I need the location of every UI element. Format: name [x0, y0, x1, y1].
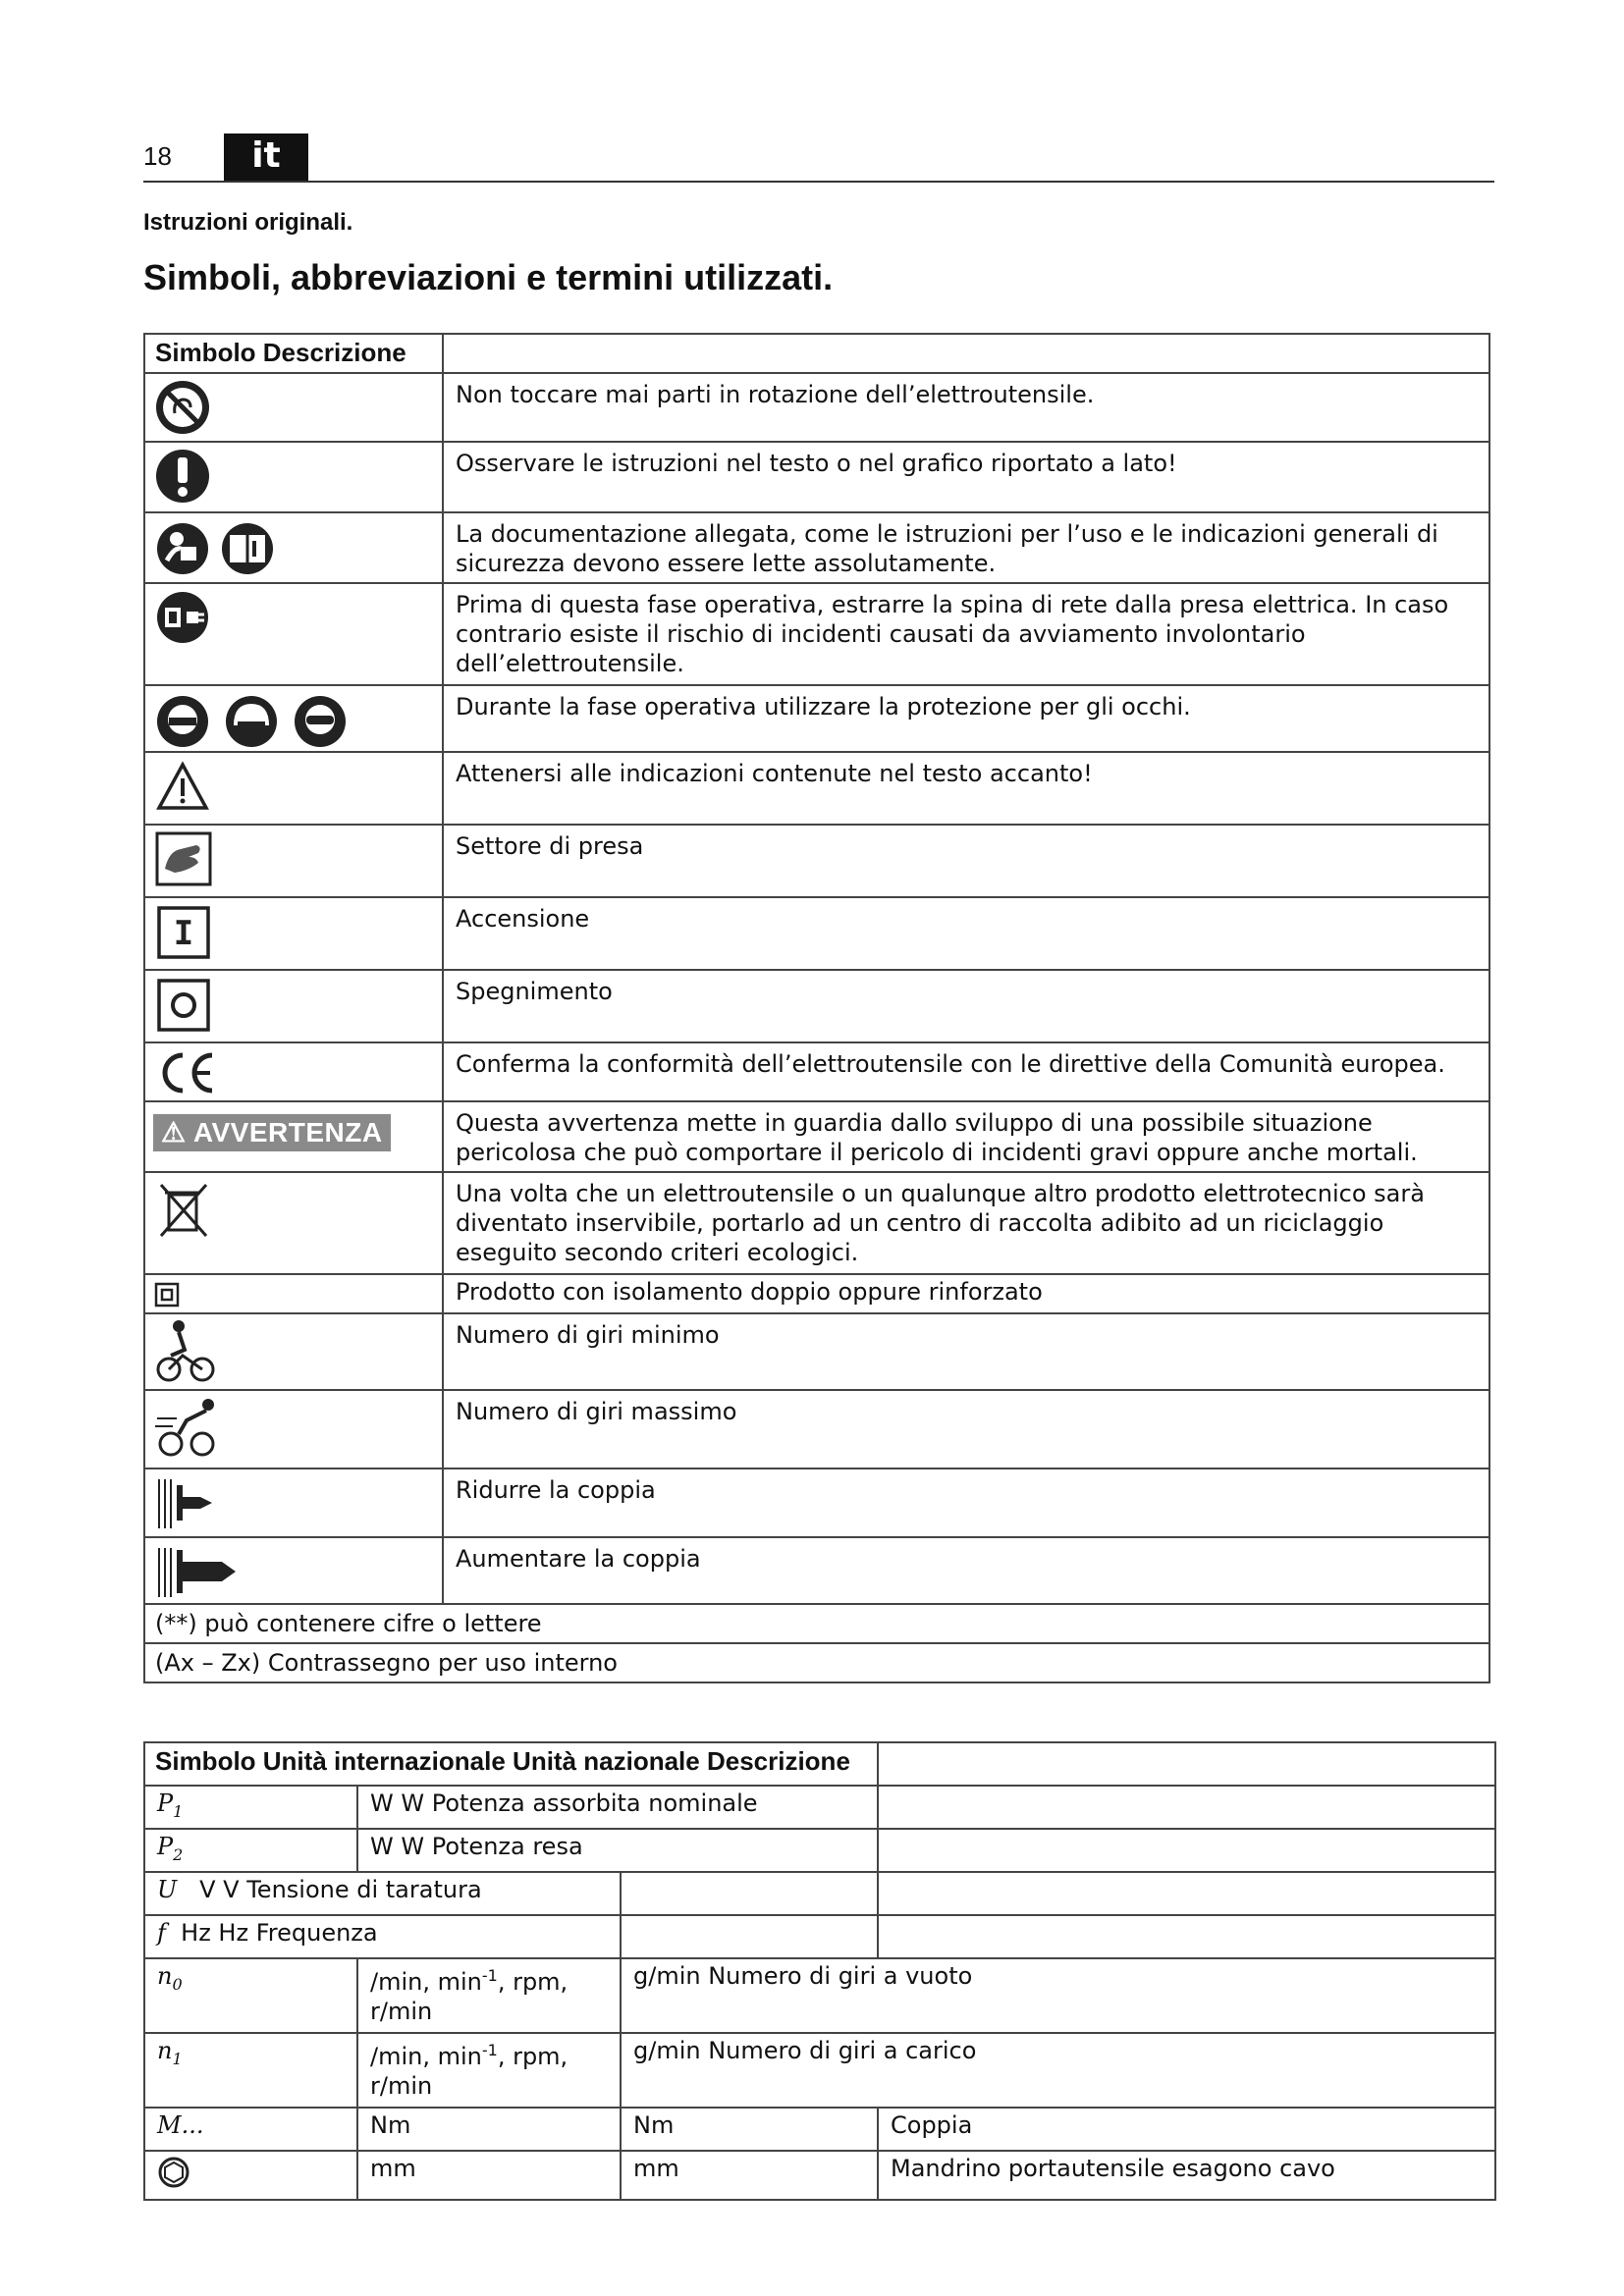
symbol-description: Numero di giri minimo: [443, 1313, 1489, 1390]
unplug-icon: [153, 588, 212, 647]
units-table: [143, 1741, 1496, 2201]
no-touch-rotating-icon: [153, 378, 212, 437]
slow-bicycle-icon: [153, 1318, 218, 1387]
double-insulation-icon: [153, 1279, 183, 1308]
table-row: [144, 2033, 1495, 2108]
symbol-description: Spegnimento: [443, 970, 1489, 1042]
unit-symbol: $n_0$: [144, 1958, 357, 2033]
read-manual-icons: [153, 517, 281, 576]
symbol-description: Conferma la conformità dell’elettroutensile con le direttive della Comunità europea.: [443, 1042, 1489, 1101]
page-number: 18: [143, 141, 172, 171]
table-row: [144, 1313, 1489, 1390]
table-row: [144, 1537, 1489, 1604]
table-row: [144, 897, 1489, 970]
symbol-description: Non toccare mai parti in rotazione dell’elettroutensile.: [443, 373, 1489, 442]
table-row: [144, 583, 1489, 685]
unit-national: mm: [621, 2151, 878, 2200]
table-header-row: [144, 1742, 1495, 1786]
unit-symbol: $n_1$: [144, 2033, 357, 2108]
table-row: [144, 752, 1489, 825]
unit-description: W W Potenza resa: [357, 1829, 878, 1872]
footnote-row: [144, 1604, 1489, 1643]
unit-description: g/min Numero di giri a vuoto: [621, 1958, 1495, 2033]
exclamation-icon: [153, 447, 212, 506]
svg-text:I: I: [173, 914, 194, 953]
table-row: [144, 373, 1489, 442]
table-row: [144, 1468, 1489, 1537]
unit-international: Nm: [357, 2108, 621, 2151]
switch-on-icon: [153, 902, 214, 961]
unit-international: /min, $\min^{-1}$, rpm, r/min: [357, 2033, 621, 2108]
unit-symbol: $P_1$: [144, 1786, 357, 1829]
footnote-row: [144, 1643, 1489, 1682]
increase-torque-icon: [153, 1542, 242, 1601]
warning-triangle-icon: [153, 757, 212, 816]
unit-international: /min, $\min^{-1}$, rpm, r/min: [357, 1958, 621, 2033]
symbol-description: Prodotto con isolamento doppio oppure rinforzato: [443, 1274, 1489, 1313]
footnote: (**) può contenere cifre o lettere: [144, 1604, 1489, 1643]
symbol-description: Questa avvertenza mette in guardia dallo sviluppo di una possibile situazione pericolosa che può comportare il pericolo di incidenti gravi oppure anche mortali.: [443, 1101, 1489, 1172]
language-badge: it: [224, 133, 308, 181]
fast-bicycle-icon: [153, 1395, 228, 1464]
table-row: [144, 1786, 1495, 1829]
table-row: [144, 1042, 1489, 1101]
eye-protection-icons: [153, 690, 350, 749]
symbol-description: Numero di giri massimo: [443, 1390, 1489, 1468]
document-subtitle: Istruzioni originali.: [143, 209, 353, 236]
unit-description: Coppia: [878, 2108, 1495, 2151]
ce-mark-icon: [153, 1047, 222, 1098]
symbol-description: Una volta che un elettroutensile o un qualunque altro prodotto elettrotecnico sarà diventato inservibile, portarlo ad un centro di raccolta adibito ad un riciclaggio eseguito secondo criteri ecologici.: [443, 1172, 1489, 1274]
unit-description: f Hz Hz Frequenza: [144, 1915, 621, 1958]
symbol-description: Settore di presa: [443, 825, 1489, 897]
table-row: [144, 2151, 1495, 2200]
switch-off-icon: [153, 975, 214, 1034]
symbol-description: Ridurre la coppia: [443, 1468, 1489, 1537]
table-row: [144, 1958, 1495, 2033]
symbol-description: Prima di questa fase operativa, estrarre la spina di rete dalla presa elettrica. In caso contrario esiste il rischio di incidenti causati da avviamento involontario dell’elettroutensile.: [443, 583, 1489, 685]
table-row: [144, 1915, 1495, 1958]
unit-national: Nm: [621, 2108, 878, 2151]
table-row: [144, 1172, 1489, 1274]
unit-description: U V V Tensione di taratura: [144, 1872, 621, 1915]
symbols-table: [143, 333, 1490, 1683]
warning-badge: ⚠ AVVERTENZA: [153, 1114, 391, 1151]
reduce-torque-icon: [153, 1473, 222, 1532]
symbol-description: La documentazione allegata, come le istruzioni per l’uso e le indicazioni generali di sicurezza devono essere lette assolutamente.: [443, 512, 1489, 583]
table-row: [144, 442, 1489, 512]
unit-international: mm: [357, 2151, 621, 2200]
table-row: [144, 1101, 1489, 1172]
symbol-description: Aumentare la coppia: [443, 1537, 1489, 1604]
unit-description: W W Potenza assorbita nominale: [357, 1786, 878, 1829]
symbol-description: Osservare le istruzioni nel testo o nel grafico riportato a lato!: [443, 442, 1489, 512]
table-row: [144, 512, 1489, 583]
unit-description: Mandrino portautensile esagono cavo: [878, 2151, 1495, 2200]
header-rule: [143, 181, 1494, 183]
table-row: [144, 1390, 1489, 1468]
table-row: [144, 2108, 1495, 2151]
symbols-table-header: Simbolo Descrizione: [144, 334, 443, 373]
units-table-header: Simbolo Unità internazionale Unità nazionale Descrizione: [144, 1742, 878, 1786]
unit-symbol: $P_2$: [144, 1829, 357, 1872]
symbol-description: Durante la fase operativa utilizzare la protezione per gli occhi.: [443, 685, 1489, 752]
crossed-bin-icon: [153, 1177, 214, 1242]
grip-area-icon: [153, 829, 214, 888]
table-row: [144, 1872, 1495, 1915]
footnote: (Ax – Zx) Contrassegno per uso interno: [144, 1643, 1489, 1682]
section-title: Simboli, abbreviazioni e termini utilizzati.: [143, 257, 834, 297]
table-row: [144, 685, 1489, 752]
symbol-description: Accensione: [443, 897, 1489, 970]
table-row: [144, 970, 1489, 1042]
table-row: [144, 1829, 1495, 1872]
symbol-description: Attenersi alle indicazioni contenute nel testo accanto!: [443, 752, 1489, 825]
table-row: [144, 825, 1489, 897]
hexagon-icon: [157, 2154, 192, 2189]
unit-symbol: M...: [144, 2108, 357, 2151]
unit-description: g/min Numero di giri a carico: [621, 2033, 1495, 2108]
table-header-row: [144, 334, 1489, 373]
table-row: [144, 1274, 1489, 1313]
